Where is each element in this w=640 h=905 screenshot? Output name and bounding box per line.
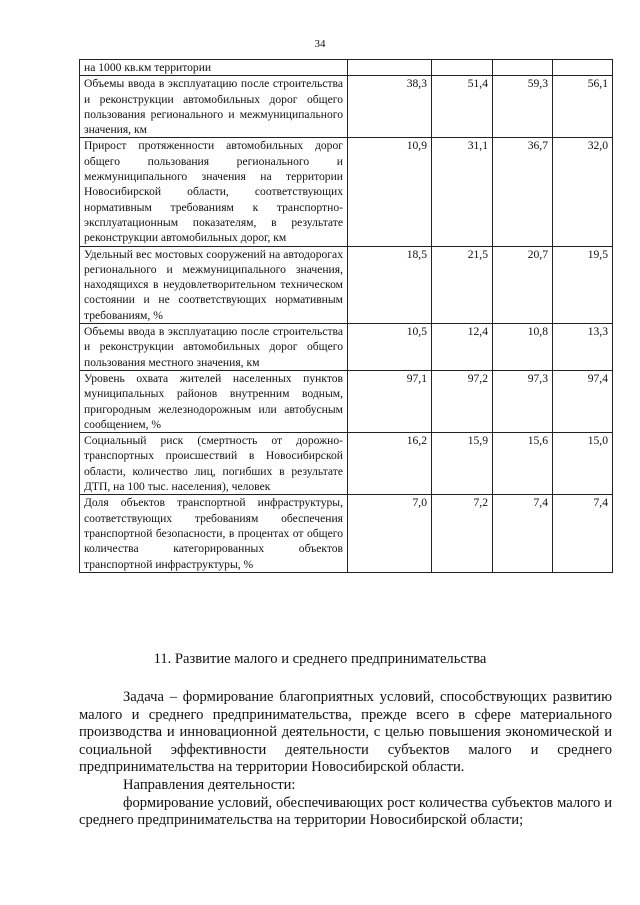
indicators-table [79,59,613,573]
indicator-label: Объемы ввода в эксплуатацию после строительства и реконструкции автомобильных дорог общего пользования регионального и межмуниципального значения, км [80,76,348,138]
value-cell [348,60,432,76]
value-cell: 51,4 [432,76,493,138]
value-cell: 13,3 [553,324,613,371]
value-cell: 7,4 [493,495,553,572]
table-row [80,76,613,138]
indicator-label: Социальный риск (смертность от дорожно-транспортных происшествий в Новосибирской области, количество лиц, погибших в результате ДТП, на 100 тыс. населения), человек [80,433,348,495]
table-row [80,495,613,572]
value-cell: 16,2 [348,433,432,495]
indicator-label: на 1000 кв.км территории [80,60,348,76]
value-cell: 97,4 [553,370,613,432]
page-number: 34 [314,38,326,50]
value-cell: 15,9 [432,433,493,495]
value-cell: 10,5 [348,324,432,371]
indicator-label: Прирост протяженности автомобильных дорог общего пользования регионального и межмуниципального значения на территории Новосибирской области, соответствующих нормативным требованиям к транспортно-эксплуатационным показателям, в результате реконструкции автомобильных дорог, км [80,138,348,246]
table-row [80,60,613,76]
value-cell: 15,6 [493,433,553,495]
value-cell: 56,1 [553,76,613,138]
value-cell: 59,3 [493,76,553,138]
value-cell: 7,2 [432,495,493,572]
table-row [80,324,613,371]
task-paragraph: Задача – формирование благоприятных условий, способствующих развитию малого и среднего предпринимательства, прежде всего в сфере материального производства и инновационной деятельности, с целью повышения экономической и социальной эффективности деятельности субъектов малого и среднего предпринимательства на территории Новосибирской области. [79,689,612,776]
value-cell: 36,7 [493,138,553,246]
section-body [79,689,612,830]
table-row [80,138,613,246]
value-cell: 18,5 [348,246,432,323]
value-cell: 20,7 [493,246,553,323]
table-row [80,370,613,432]
value-cell: 97,3 [493,370,553,432]
value-cell: 21,5 [432,246,493,323]
direction-item: формирование условий, обеспечивающих рост количества субъектов малого и среднего предпринимательства на территории Новосибирской области; [79,794,612,829]
value-cell [553,60,613,76]
value-cell: 12,4 [432,324,493,371]
value-cell: 15,0 [553,433,613,495]
value-cell: 38,3 [348,76,432,138]
indicator-label: Уровень охвата жителей населенных пунктов муниципальных районов внутренним водным, пригородным железнодорожным или автобусным сообщением, % [80,370,348,432]
value-cell: 7,0 [348,495,432,572]
value-cell: 7,4 [553,495,613,572]
section-title: 11. Развитие малого и среднего предпринимательства [153,651,487,667]
value-cell: 10,9 [348,138,432,246]
value-cell [432,60,493,76]
value-cell [493,60,553,76]
indicator-label: Доля объектов транспортной инфраструктуры, соответствующих требованиям обеспечения транспортной безопасности, в процентах от общего количества категорированных объектов транспортной инфраструктуры, % [80,495,348,572]
table-row [80,246,613,323]
value-cell: 97,2 [432,370,493,432]
value-cell: 97,1 [348,370,432,432]
value-cell: 10,8 [493,324,553,371]
directions-heading: Направления деятельности: [123,776,296,793]
value-cell: 31,1 [432,138,493,246]
value-cell: 19,5 [553,246,613,323]
table-row [80,433,613,495]
indicator-label: Объемы ввода в эксплуатацию после строительства и реконструкции автомобильных дорог общего пользования местного значения, км [80,324,348,371]
value-cell: 32,0 [553,138,613,246]
indicator-label: Удельный вес мостовых сооружений на автодорогах регионального и межмуниципального значения, находящихся в неудовлетворительном техническом состоянии и не соответствующих нормативным требованиям, % [80,246,348,323]
